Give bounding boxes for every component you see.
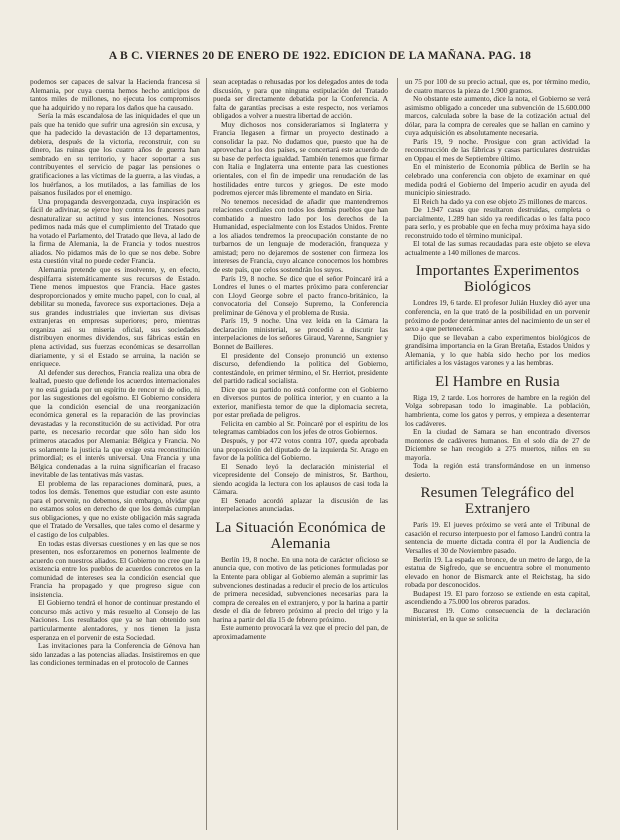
paragraph: No tenemos necesidad de añadir que mantendremos relaciones cordiales con todos los demás pueblos que han combatido a nuestro lado por los derechos de la Humanidad, especialmente con los Estados Unidos. Frente a los aliados tendremos la preocupación constante de no turbarnos de un lenguaje de moderación, franqueza y amistad; pero no dejaremos de sostener con firmeza los intereses de Francia, cuyo alcance conocemos los hombres de este país, que celos sostendrán los suyos. xyxy=(213,196,388,275)
paragraph: El Reich ha dado ya con ese objeto 25 millones de marcos. xyxy=(413,196,588,206)
paragraph: Una propaganda desvergonzada, cuya inspiración es fácil de adivinar, se ejerce hoy contra los franceses para desnaturalizar su actitud y sus intenciones. Nosotros pedimos nada más que el cumplimiento del Tratado que ha votado el Parlamento, del Tratado que lleva, al lado de la firma de Alemania, la de Francia y todos nuestros aliados. No pidamos más de lo que se nos debe. Sobre esta cuestión vital no puede ceder Francia. xyxy=(30,196,200,266)
paragraph: podemos ser capaces de salvar la Hacienda francesa si Alemania, por cuya cuenta hemos hecho anticipos de tantos miles de millones, no ejecuta los compromisos que ha adquirido y no repara los daños que ha causado. xyxy=(30,78,200,112)
headline-economia-alemania: La Situación Económica de Alemania xyxy=(215,519,386,552)
paragraph: En el ministerio de Economía pública de Berlín se ha celebrado una conferencia con objeto de examinar en qué medida podrá el Gobierno del Imperio acudir en ayuda del municipio siniestrado. xyxy=(405,162,590,198)
paragraph: Muy dichosos nos consideraríamos si Inglaterra y Francia llegasen a firmar un proyecto destinado a consolidar la paz. No dudamos que, puesto que ha de aprovechar a los dos países, se concertará este acuerdo de su base de perfecta igualdad. También tenemos que firmar con Italia e Inglaterra una entente para las cuestiones orientales, con el fin de impedir una renudación de las hostilidades entre turcos y griegos. De este modo podremos ejercer más libremente el mandato en Siria. xyxy=(213,119,388,198)
article-paragraph: Londres 19, 6 tarde. El profesor Julián Huxley dió ayer una conferencia, en la que trató de la posibilidad en un porvenir próximo de poder determinar antes del nacimiento de un ser el sexo a que pertenecerá. xyxy=(405,298,590,334)
article-paragraph: Bucarest 19. Como consecuencia de la declaración ministerial, en la que se solicita xyxy=(405,605,590,624)
masthead: A B C. VIERNES 20 DE ENERO DE 1922. EDICION DE LA MAÑANA. PAG. 18 xyxy=(108,50,532,62)
paragraph: Sería la más escandalosa de las iniquidades el que un país que ha tenido que sufrir una agresión sin excusa, y que ha padecido la devastación de 13 departamentos, debiera, después de la victoria, reconstruir, con su dinero, las ruinas que los cuatro años de guerra han sembrado en su territorio, y hacer soportar a sus contribuyentes el servicio de pagar las pensiones o gratificaciones a las víctimas de la guerra, a las viudas, a los huérfanos, a los mutilados, a las familias de los paisanos fusilados por el enemigo. xyxy=(30,111,200,198)
news-paragraph: Felicita en cambio al Sr. Poincaré por el espíritu de los telegramas cambiados con los jefes de otros Gobiernos. xyxy=(213,418,388,437)
news-paragraph: El Senado acordó aplazar la discusión de las interpelaciones anunciadas. xyxy=(213,495,388,514)
paragraph: París 19, 9 noche. Prosigue con gran actividad la reconstrucción de las fábricas y casas particulares destruidas en Oppau el mes de Septiembre último. xyxy=(405,136,590,163)
article-paragraph: Budapest 19. El paro forzoso se extiende en esta capital, ascendiendo a 75.000 los obreros parados. xyxy=(405,588,590,607)
paragraph: En todas estas diversas cuestiones y en las que se nos presenten, nos esforzaremos en ponernos lealmente de acuerdo con nuestros aliados. El Gobierno no cree que la existencia entre los pueblos de acuerdos concretos en la comunidad de intereses sea la condición esencial que Francia ha propagado y que progreso sigue con insistencia. xyxy=(30,538,200,599)
article-paragraph: Dijo que se llevaban a cabo experimentos biológicos de grandísima importancia en la Gran Bretaña, Estados Unidos y Alemania, y lo que había sido hecho por los medios artificiales a los vástagos varones y a las hembras. xyxy=(405,332,590,368)
news-paragraph: París 19, 9 noche. Una vez leída en la Cámara la declaración ministerial, se procedió a discutir las interpelaciones de los señores Giraud, Varenne, Sangnier y Bonnet de Bailleres. xyxy=(213,316,388,351)
article-paragraph: Berlín 19. La espada en bronce, de un metro de largo, de la estatua de Sigfredo, que se encuentra sobre el monumento elevado en honor de Bismarck ante el Reichstag, ha sido robada por desconocidos. xyxy=(405,554,590,590)
headline-experimentos: Importantes Experimentos Biológicos xyxy=(415,263,580,296)
paragraph: El total de las sumas recaudadas para este objeto se eleva actualmente a 140 millones de marcos. xyxy=(405,239,590,257)
paragraph: Las invitaciones para la Conferencia de Génova han sido lanzadas a las potencias aliadas. Insistiremos en que las condiciones terminadas en el protocolo de Cannes xyxy=(30,641,200,668)
article-paragraph: Riga 19, 2 tarde. Los horrores de hambre en la región del Volga sobrepasan todo lo imaginable. La población, hambrienta, come los gatos y perros, y empieza a desenterrar los cadáveres. xyxy=(405,392,590,428)
article-paragraph: En la ciudad de Samara se han encontrado diversos montones de cadáveres humanos. En el solo día de 27 de Diciembre se han recogido a 275 muertos, niños en su mayoría. xyxy=(405,427,590,462)
paragraph: sean aceptadas o rehusadas por los delegados antes de toda discusión, y para que ninguna estipulación del Tratado pueda ser directamente debatida por la Conferencia. A falta de garantías precisas a este respecto, nos veríamos obligados a volver a nuestra libertad de acción. xyxy=(213,78,388,121)
news-paragraph: El Senado leyó la declaración ministerial el vicepresidente del Consejo de ministros, Sr. Barthou, siendo acogida la lectura con los aplausos de casi toda la Cámara. xyxy=(213,461,388,497)
headline-hambre-rusia: El Hambre en Rusia xyxy=(435,373,560,390)
headline-resumen-telegrafico: Resumen Telegráfico del Extranjero xyxy=(420,485,575,518)
news-paragraph: Dice que su partido no está conforme con el Gobierno en diversos puntos de política interior, y en cuanto a la exterior, manifiesta temor de que la diplomacia secreta, por estar preñada de peligros. xyxy=(213,384,388,420)
paragraph: Al defender sus derechos, Francia realiza una obra de lealtad, puesto que defiende los acuerdos internacionales y no está guiada por un espíritu de rencor ni de odio, ni por las sugestiones del egoísmo. El Gobierno considera que la condición esencial de una reorganización económica general es la reparación de las provincias devastadas y la reconstitución de su actividad. Por otra parte, es necesario recordar que sólo han sido los primeros atacados por Alemania: Bélgica y Francia. No es solamente la justicia la que exige esta reconstitución primordial; es el interés universal. Una Francia y una Bélgica condenadas a la ruina significarían el fracaso inevitable de las tentativas más vastas. xyxy=(30,367,200,480)
column-divider xyxy=(206,78,207,830)
article-paragraph: Berlín 19, 8 noche. En una nota de carácter oficioso se anuncia que, con motivo de las peticiones formuladas por la Entente para obligar al Gobierno alemán a suprimir las subvenciones destinadas a reducir el precio de los artículos de primera necesidad, subvenciones necesarias para la compra de cereales en el extranjero, y por la harina a partir desde el día de febrero próximo al precio del trigo y la harina a partir del día 15 de febrero próximo. xyxy=(213,554,388,624)
paragraph: un 75 por 100 de su precio actual, que es, por término medio, de cuatro marcos la pieza de 1.900 gramos. xyxy=(405,78,590,95)
news-paragraph: Después, y por 472 votos contra 107, queda aprobada una proposición del diputado de la izquierda Sr. Arago en favor de la política del Gobierno. xyxy=(213,435,388,463)
paragraph: De 1.947 casas que resultaron destruidas, completa o parcialmente, 1.289 han sido ya reedificadas o les falta poco para serlo, y es probable que en fecha muy próxima haya sido reconstruido todo el término municipal. xyxy=(405,205,590,240)
article-paragraph: Este aumento provocará la vez que el precio del pan, de aproximadamente xyxy=(213,623,388,641)
paragraph: No obstante este aumento, dice la nota, el Gobierno se verá asimismo obligado a conceder una subvención de 15.600.000 marcos, calculada sobre la base de la cotización actual del dólar, para la compra de cereales que se hallan en camino y cuya adquisición es absolutamente necesaria. xyxy=(405,94,590,138)
news-paragraph: El presidente del Consejo pronunció un extenso discurso, defendiendo la política del Gobierno, contestándole, en primer término, el Sr. Herriot, presidente del partido radical socialista. xyxy=(213,350,388,386)
column-left xyxy=(30,78,200,830)
paragraph: El problema de las reparaciones dominará, pues, a todos los demás. Tenemos que estudiar con este asunto para el porvenir, no debemos, sin embargo, olvidar que no estamos solos en derecho de que los demás cumplan sus obligaciones, y que no existe obligación más sagrada que el Tratado de Versalles, que tales como el desarme y el castigo de los culpables. xyxy=(30,478,200,539)
article-paragraph: Toda la región está transformándose en un inmenso desierto. xyxy=(405,461,590,479)
paragraph: Alemania pretende que es insolvente, y, en efecto, despilfarra sistemáticamente sus recursos de Estado. Tiene menos impuestos que Francia. Hace gastes desproporcionados y emite mucho papel, con lo cual, al debilitar su moneda, favorece sus exportaciones. Deja a sus grandes industriales que inviertan sus divisas extranjeras en empresas superiores; pero, mientras organiza así su miseria oficial, sus sociedades distribuyen enormes dividendos, sus fábricas están en plena actividad, sus fuerzas económicas se desarrollan diariamente, y si el Estado se arruina, la nación se enriquece. xyxy=(30,265,200,369)
article-paragraph: París 19. El jueves próximo se verá ante el Tribunal de casación el recurso interpuesto por el famoso Landrú contra la sentencia de muerte dictada contra él por la Audiencia de Versalles el 30 de Noviembre pasado. xyxy=(405,520,590,555)
column-divider xyxy=(397,78,398,830)
column-middle xyxy=(213,78,388,830)
column-right xyxy=(405,78,590,830)
paragraph: El Gobierno tendrá el honor de continuar prestando el concurso más activo y más resuelto al Consejo de las Naciones. Los resultados que ya se han obtenido son particularmente alentadores, y nos tienen la justa esperanza en el porvenir de esta Sociedad. xyxy=(30,598,200,642)
news-paragraph: París 19, 8 noche. Se dice que el señor Poincaré irá a Londres el lunes o el martes próximo para conferenciar con Lloyd George sobre el pacto franco-británico, la convocatoria del Consejo Supremo, la Conferencia preliminar de Génova y el problema de Rusia. xyxy=(213,273,388,317)
